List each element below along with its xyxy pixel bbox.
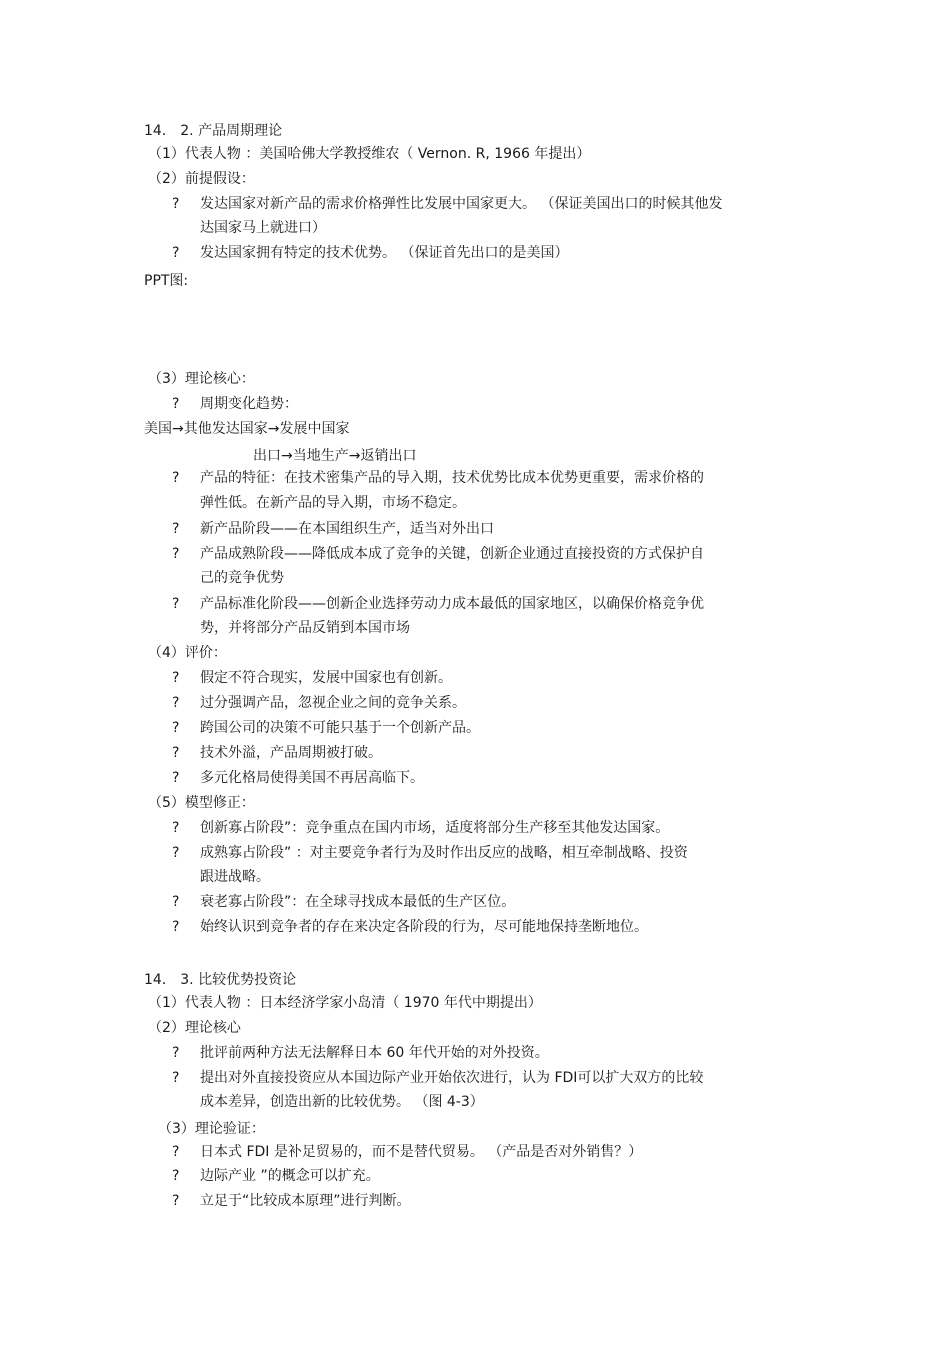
- bullet-icon: ?: [172, 820, 180, 836]
- bullet-icon: ?: [172, 1070, 180, 1086]
- model-revision-label: （5）模型修正：: [148, 795, 255, 811]
- bullet-icon: ?: [172, 919, 180, 935]
- evaluation-2: 过分强调产品，忽视企业之间的竞争关系。: [200, 695, 466, 711]
- model-revision-2-cont: 跟进战略。: [200, 869, 270, 885]
- bullet-icon: ?: [172, 546, 180, 562]
- bullet-icon: ?: [172, 1168, 180, 1184]
- stage-standard: 产品标准化阶段——创新企业选择劳动力成本最低的国家地区，以确保价格竞争优: [200, 596, 704, 612]
- bullet-icon: ?: [172, 670, 180, 686]
- representative-line-2: （1）代表人物 ：日本经济学家小岛清（ 1970 年代中期提出）: [148, 995, 542, 1011]
- bullet-icon: ?: [172, 196, 180, 212]
- stage-mature: 产品成熟阶段——降低成本成了竞争的关键，创新企业通过直接投资的方式保护自: [200, 546, 704, 562]
- feature-cont: 弹性低。在新产品的导入期，市场不稳定。: [200, 495, 466, 511]
- bullet-icon: ?: [172, 396, 180, 412]
- bullet-icon: ?: [172, 596, 180, 612]
- section-heading-14-3: 14． 3. 比较优势投资论: [144, 972, 297, 988]
- trend-path: 美国→其他发达国家→发展中国家: [144, 421, 350, 437]
- representative-line: （1）代表人物 ：美国哈佛大学教授维农（ Vernon. R, 1966 年提出）: [148, 146, 591, 162]
- bullet-icon: ?: [172, 521, 180, 537]
- premise-2: 发达国家拥有特定的技术优势。 （保证首先出口的是美国）: [200, 245, 569, 261]
- core-2-item-1: 批评前两种方法无法解释日本 60 年代开始的对外投资。: [200, 1045, 549, 1061]
- core-label: （3）理论核心：: [148, 371, 255, 387]
- bullet-icon: ?: [172, 245, 180, 261]
- stage-standard-cont: 势，并将部分产品反销到本国市场: [200, 620, 410, 636]
- core-2-item-2-cont: 成本差异，创造出新的比较优势。 （图 4-3）: [200, 1094, 484, 1110]
- premise-1-cont: 达国家马上就进口）: [200, 220, 326, 236]
- bullet-icon: ?: [172, 1045, 180, 1061]
- section-heading-14-2: 14． 2. 产品周期理论: [144, 123, 283, 139]
- core-label-2: （2）理论核心: [148, 1020, 241, 1036]
- evaluation-3: 跨国公司的决策不可能只基于一个创新产品。: [200, 720, 480, 736]
- evaluation-1: 假定不符合现实，发展中国家也有创新。: [200, 670, 452, 686]
- verification-2: 边际产业 ”的概念可以扩充。: [200, 1168, 380, 1184]
- bullet-icon: ?: [172, 470, 180, 486]
- model-revision-1: 创新寡占阶段”：竞争重点在国内市场，适度将部分生产移至其他发达国家。: [200, 820, 670, 836]
- ppt-figure-label: PPT图:: [144, 273, 189, 289]
- trend-path-2: 出口→当地生产→返销出口: [253, 448, 417, 464]
- bullet-icon: ?: [172, 695, 180, 711]
- stage-mature-cont: 己的竞争优势: [200, 570, 284, 586]
- bullet-icon: ?: [172, 770, 180, 786]
- verification-1: 日本式 FDI 是补足贸易的，而不是替代贸易。 （产品是否对外销售？）: [200, 1144, 643, 1160]
- evaluation-5: 多元化格局使得美国不再居高临下。: [200, 770, 424, 786]
- stage-new: 新产品阶段——在本国组织生产，适当对外出口: [200, 521, 494, 537]
- verification-label: （3）理论验证：: [158, 1121, 265, 1137]
- core-2-item-2: 提出对外直接投资应从本国边际产业开始依次进行，认为 FDI可以扩大双方的比较: [200, 1070, 704, 1086]
- bullet-icon: ?: [172, 720, 180, 736]
- bullet-icon: ?: [172, 1144, 180, 1160]
- bullet-icon: ?: [172, 845, 180, 861]
- evaluation-label: （4）评价：: [148, 645, 227, 661]
- bullet-icon: ?: [172, 745, 180, 761]
- bullet-icon: ?: [172, 1193, 180, 1209]
- evaluation-4: 技术外溢，产品周期被打破。: [200, 745, 382, 761]
- premise-label: （2）前提假设：: [148, 171, 255, 187]
- trend-label: 周期变化趋势：: [200, 396, 298, 412]
- feature: 产品的特征：在技术密集产品的导入期，技术优势比成本优势更重要，需求价格的: [200, 470, 704, 486]
- model-revision-2: 成熟寡占阶段” ：对主要竞争者行为及时作出反应的战略，相互牵制战略、投资: [200, 845, 688, 861]
- bullet-icon: ?: [172, 894, 180, 910]
- verification-3: 立足于“比较成本原理”进行判断。: [200, 1193, 411, 1209]
- model-revision-3: 衰老寡占阶段”：在全球寻找成本最低的生产区位。: [200, 894, 516, 910]
- premise-1: 发达国家对新产品的需求价格弹性比发展中国家更大。 （保证美国出口的时候其他发: [200, 196, 723, 212]
- model-revision-4: 始终认识到竞争者的存在来决定各阶段的行为，尽可能地保持垄断地位。: [200, 919, 648, 935]
